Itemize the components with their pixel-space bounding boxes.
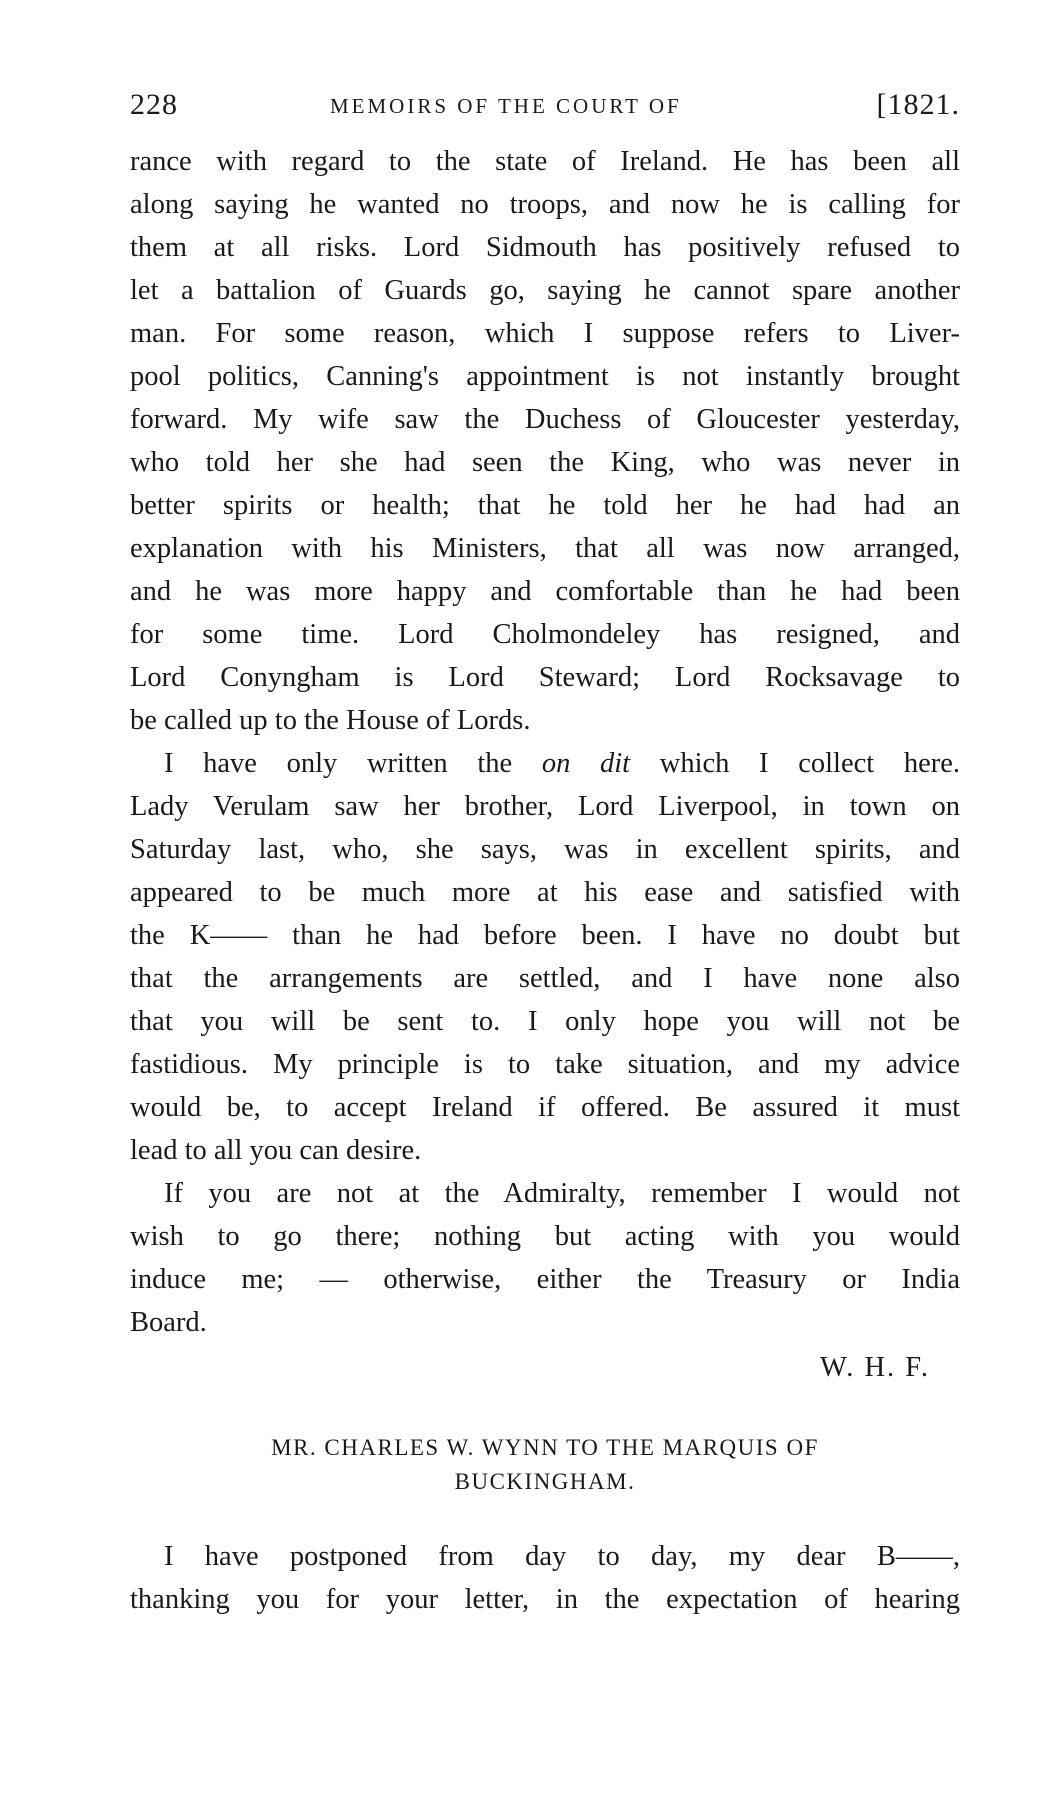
text-line: the K—— than he had before been. I have no doubt but bbox=[130, 920, 960, 951]
text-line: Board. bbox=[130, 1307, 207, 1338]
text-line: Lord Conyngham is Lord Steward; Lord Rocksavage to bbox=[130, 662, 960, 693]
running-title: MEMOIRS OF THE COURT OF bbox=[330, 94, 682, 118]
paragraph-3 bbox=[130, 1172, 960, 1344]
paragraph-4 bbox=[130, 1535, 960, 1621]
text-line: explanation with his Ministers, that all was now arranged, bbox=[130, 533, 960, 564]
text-line: fastidious. My principle is to take situation, and my advice bbox=[130, 1049, 960, 1080]
text-line: rance with regard to the state of Ireland. He has been all bbox=[130, 146, 960, 177]
running-year: [1821. bbox=[876, 88, 960, 121]
text-line: that the arrangements are settled, and I have none also bbox=[130, 963, 960, 994]
page-number: 228 bbox=[130, 88, 178, 121]
text-line: lead to all you can desire. bbox=[130, 1135, 422, 1166]
text-line: let a battalion of Guards go, saying he cannot spare another bbox=[130, 275, 960, 306]
text-run: which I collect here. bbox=[630, 748, 960, 779]
text-line: better spirits or health; that he told her he had had an bbox=[130, 490, 960, 521]
text-line: that you will be sent to. I only hope you will not be bbox=[130, 1006, 960, 1037]
text-line: I have postponed from day to day, my dear B——, bbox=[164, 1541, 960, 1572]
text-line: Lady Verulam saw her brother, Lord Liverpool, in town on bbox=[130, 791, 960, 822]
text-line: who told her she had seen the King, who was never in bbox=[130, 447, 960, 478]
text-line: If you are not at the Admiralty, remember I would not bbox=[164, 1178, 960, 1209]
running-head bbox=[130, 88, 960, 140]
text-run: I have only written the bbox=[164, 748, 542, 779]
paragraph-2 bbox=[130, 742, 960, 1172]
letter-heading-line: BUCKINGHAM. bbox=[454, 1469, 636, 1494]
text-line: for some time. Lord Cholmondeley has resigned, and bbox=[130, 619, 960, 650]
text-line: thanking you for your letter, in the expectation of hearing bbox=[130, 1584, 960, 1615]
text-line: Saturday last, who, she says, was in excellent spirits, and bbox=[130, 834, 960, 865]
signature: W. H. F. bbox=[819, 1352, 930, 1383]
letter-heading-line: MR. CHARLES W. WYNN TO THE MARQUIS OF bbox=[271, 1435, 819, 1460]
text-line: man. For some reason, which I suppose refers to Liver- bbox=[130, 318, 960, 349]
text-line bbox=[130, 742, 960, 785]
text-line: be called up to the House of Lords. bbox=[130, 705, 531, 736]
book-page bbox=[130, 88, 960, 1621]
text-line: wish to go there; nothing but acting with you would bbox=[130, 1221, 960, 1252]
text-line: induce me; — otherwise, either the Treasury or India bbox=[130, 1264, 960, 1295]
text-line: would be, to accept Ireland if offered. Be assured it must bbox=[130, 1092, 960, 1123]
paragraph-1 bbox=[130, 140, 960, 742]
letter-heading bbox=[130, 1431, 960, 1499]
text-line: and he was more happy and comfortable than he had been bbox=[130, 576, 960, 607]
italic-phrase: on dit bbox=[541, 748, 631, 779]
text-line: along saying he wanted no troops, and now he is calling for bbox=[130, 189, 960, 220]
text-line: them at all risks. Lord Sidmouth has positively refused to bbox=[130, 232, 960, 263]
text-line: appeared to be much more at his ease and satisfied with bbox=[130, 877, 960, 908]
text-line: pool politics, Canning's appointment is not instantly brought bbox=[130, 361, 960, 392]
text-line: forward. My wife saw the Duchess of Gloucester yesterday, bbox=[130, 404, 960, 435]
